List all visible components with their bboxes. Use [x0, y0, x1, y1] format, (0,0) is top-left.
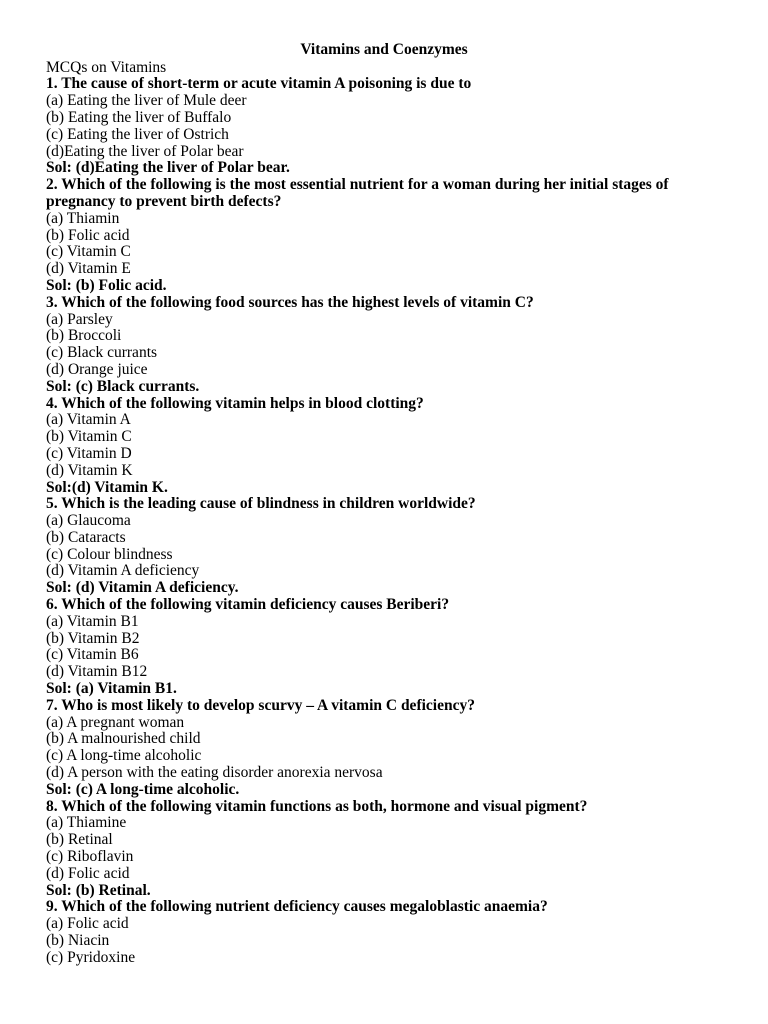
- option-b: (b) Cataracts: [46, 528, 126, 546]
- question-3: [46, 295, 768, 396]
- option-a: (a) Thiamin: [46, 209, 120, 227]
- solution-text: Sol: (c) A long-time alcoholic.: [46, 780, 240, 798]
- solution-text: Sol: (c) Black currants.: [46, 377, 200, 395]
- option-a: (a) Eating the liver of Mule deer: [46, 92, 247, 110]
- option-c: (c) Colour blindness: [46, 545, 173, 563]
- option-c: (c) Pyridoxine: [46, 948, 136, 966]
- question-text: 5. Which is the leading cause of blindness in children worldwide?: [46, 495, 476, 513]
- question-text: 1. The cause of short-term or acute vitamin A poisoning is due to: [46, 75, 472, 93]
- option-c: (c) Vitamin B6: [46, 646, 139, 664]
- solution-text: Sol: (d) Vitamin A deficiency.: [46, 579, 239, 597]
- option-c: (c) Eating the liver of Ostrich: [46, 125, 229, 143]
- option-b: (b) Niacin: [46, 932, 110, 950]
- option-b: (b) A malnourished child: [46, 730, 201, 748]
- question-text: 3. Which of the following food sources has the highest levels of vitamin C?: [46, 293, 534, 311]
- option-d: (d) Folic acid: [46, 864, 130, 882]
- question-text: 4. Which of the following vitamin helps in blood clotting?: [46, 394, 424, 412]
- question-text: 2. Which of the following is the most essential nutrient for a woman during her initial stages of pregnancy to prevent birth defects?: [46, 176, 669, 210]
- option-d: (d) Orange juice: [46, 360, 148, 378]
- option-d: (d) Vitamin B12: [46, 663, 148, 681]
- document-title: Vitamins and Coenzymes: [300, 40, 468, 58]
- option-a: (a) Folic acid: [46, 915, 129, 933]
- option-b: (b) Retinal: [46, 831, 113, 849]
- option-c: (c) Riboflavin: [46, 848, 134, 866]
- option-a: (a) Glaucoma: [46, 512, 131, 530]
- option-c: (c) Vitamin D: [46, 444, 132, 462]
- option-b: (b) Vitamin B2: [46, 629, 140, 647]
- document-subtitle: MCQs on Vitamins: [46, 58, 167, 76]
- option-a: (a) Vitamin B1: [46, 612, 139, 630]
- solution-text: Sol: (d)Eating the liver of Polar bear.: [46, 159, 290, 177]
- option-a: (a) Vitamin A: [46, 411, 131, 429]
- question-text: 8. Which of the following vitamin functions as both, hormone and visual pigment?: [46, 797, 588, 815]
- question-text: 6. Which of the following vitamin deficiency causes Beriberi?: [46, 596, 450, 614]
- question-4: [46, 396, 768, 497]
- question-text: 9. Which of the following nutrient deficiency causes megaloblastic anaemia?: [46, 898, 548, 916]
- option-c: (c) Vitamin C: [46, 243, 131, 261]
- option-b: (b) Eating the liver of Buffalo: [46, 108, 232, 126]
- option-c: (c) Black currants: [46, 344, 158, 362]
- option-d: (d) A person with the eating disorder anorexia nervosa: [46, 764, 383, 782]
- option-b: (b) Folic acid: [46, 226, 130, 244]
- question-8: [46, 799, 768, 900]
- question-2: [46, 177, 768, 295]
- solution-text: Sol: (a) Vitamin B1.: [46, 680, 177, 698]
- solution-text: Sol: (b) Retinal.: [46, 881, 151, 899]
- question-1: [46, 76, 768, 177]
- question-6: [46, 597, 768, 698]
- option-d: (d) Vitamin K: [46, 461, 133, 479]
- option-a: (a) Parsley: [46, 310, 113, 328]
- solution-text: Sol:(d) Vitamin K.: [46, 478, 168, 496]
- option-d: (d)Eating the liver of Polar bear: [46, 142, 244, 160]
- option-d: (d) Vitamin A deficiency: [46, 562, 200, 580]
- option-b: (b) Vitamin C: [46, 428, 132, 446]
- option-a: (a) Thiamine: [46, 814, 127, 832]
- question-text: 7. Who is most likely to develop scurvy – A vitamin C deficiency?: [46, 696, 475, 714]
- question-9: [46, 899, 768, 966]
- option-c: (c) A long-time alcoholic: [46, 747, 202, 765]
- option-d: (d) Vitamin E: [46, 260, 131, 278]
- solution-text: Sol: (b) Folic acid.: [46, 276, 167, 294]
- question-7: [46, 698, 768, 799]
- option-a: (a) A pregnant woman: [46, 713, 185, 731]
- option-b: (b) Broccoli: [46, 327, 122, 345]
- question-5: [46, 496, 768, 597]
